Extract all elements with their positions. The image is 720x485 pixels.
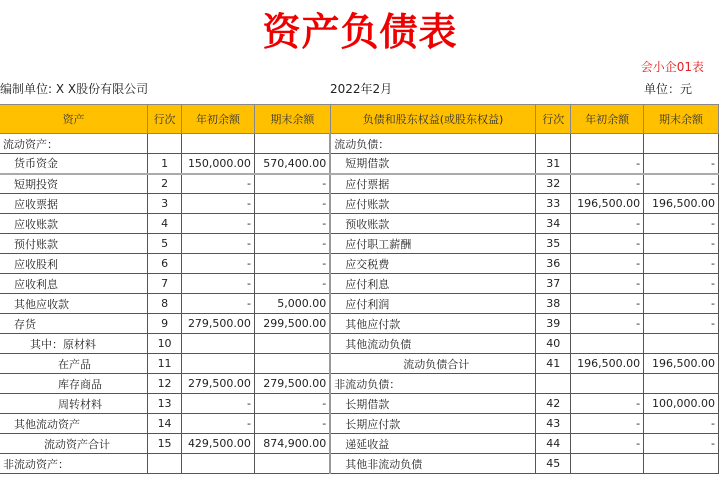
asset-end-balance: -	[254, 414, 330, 434]
asset-line-no	[148, 134, 182, 154]
asset-begin-balance: -	[182, 214, 255, 234]
liability-line-no: 33	[536, 194, 571, 214]
asset-end-balance: 5,000.00	[254, 294, 330, 314]
asset-end-balance: -	[254, 174, 330, 194]
asset-name: 其中：原材料	[0, 334, 148, 354]
liability-end-balance: -	[644, 414, 719, 434]
table-row	[0, 154, 719, 174]
liability-end-balance: 100,000.00	[644, 394, 719, 414]
liability-end-balance: -	[644, 234, 719, 254]
asset-end-balance: -	[254, 234, 330, 254]
asset-name: 其他应收款	[0, 294, 148, 314]
asset-begin-balance: 279,500.00	[182, 374, 255, 394]
asset-end-balance: 279,500.00	[254, 374, 330, 394]
asset-end-balance	[254, 134, 330, 154]
liability-name: 预收账款	[330, 214, 536, 234]
asset-begin-balance	[182, 354, 255, 374]
liability-line-no: 45	[536, 454, 571, 474]
liability-line-no: 34	[536, 214, 571, 234]
asset-name: 其他流动资产	[0, 414, 148, 434]
report-meta	[0, 80, 720, 98]
asset-begin-balance: -	[182, 174, 255, 194]
asset-begin-balance: 150,000.00	[182, 154, 255, 174]
table-row	[0, 194, 719, 214]
header-line-no: 行次	[148, 105, 182, 134]
liability-begin-balance: -	[571, 174, 644, 194]
asset-begin-balance: -	[182, 394, 255, 414]
liability-line-no: 32	[536, 174, 571, 194]
asset-end-balance: -	[254, 274, 330, 294]
asset-line-no: 15	[148, 434, 182, 454]
liability-end-balance	[644, 334, 719, 354]
liability-begin-balance: -	[571, 294, 644, 314]
liability-line-no	[536, 374, 571, 394]
asset-name: 非流动资产：	[0, 454, 148, 474]
asset-line-no: 2	[148, 174, 182, 194]
liability-begin-balance: -	[571, 234, 644, 254]
table-row	[0, 434, 719, 454]
liability-name: 应付职工薪酬	[330, 234, 536, 254]
table-row	[0, 254, 719, 274]
liability-begin-balance: -	[571, 414, 644, 434]
liability-line-no: 38	[536, 294, 571, 314]
asset-begin-balance: -	[182, 294, 255, 314]
liability-name: 其他应付款	[330, 314, 536, 334]
liability-name: 应付账款	[330, 194, 536, 214]
asset-name: 应收利息	[0, 274, 148, 294]
asset-name: 周转材料	[0, 394, 148, 414]
liability-begin-balance	[571, 334, 644, 354]
header-end-balance: 期末余额	[254, 105, 330, 134]
liability-end-balance: -	[644, 314, 719, 334]
report-title: 资产负债表	[262, 10, 458, 54]
liability-name: 应付利润	[330, 294, 536, 314]
asset-line-no: 4	[148, 214, 182, 234]
table-row	[0, 314, 719, 334]
asset-name: 流动资产：	[0, 134, 148, 154]
liability-end-balance	[644, 134, 719, 154]
asset-name: 存货	[0, 314, 148, 334]
liability-line-no: 37	[536, 274, 571, 294]
header-end-balance: 期末余额	[644, 105, 719, 134]
liability-name: 长期应付款	[330, 414, 536, 434]
liability-line-no	[536, 134, 571, 154]
asset-begin-balance	[182, 134, 255, 154]
liability-line-no: 31	[536, 154, 571, 174]
asset-line-no: 7	[148, 274, 182, 294]
liability-begin-balance: -	[571, 214, 644, 234]
liability-name: 流动负债：	[330, 134, 536, 154]
liability-end-balance	[644, 374, 719, 394]
asset-end-balance	[254, 354, 330, 374]
liability-line-no: 35	[536, 234, 571, 254]
table-row	[0, 174, 719, 194]
asset-begin-balance: -	[182, 234, 255, 254]
asset-end-balance: -	[254, 194, 330, 214]
liability-end-balance: -	[644, 274, 719, 294]
asset-end-balance	[254, 454, 330, 474]
asset-begin-balance: -	[182, 254, 255, 274]
liability-end-balance: 196,500.00	[644, 354, 719, 374]
asset-name: 流动资产合计	[0, 434, 148, 454]
asset-line-no: 5	[148, 234, 182, 254]
liability-line-no: 42	[536, 394, 571, 414]
currency-unit: 单位：元	[643, 82, 692, 96]
table-row	[0, 294, 719, 314]
table-row	[0, 134, 719, 154]
asset-line-no: 8	[148, 294, 182, 314]
liability-end-balance: -	[644, 154, 719, 174]
asset-line-no	[148, 454, 182, 474]
liability-end-balance	[644, 454, 719, 474]
asset-end-balance: 570,400.00	[254, 154, 330, 174]
liability-begin-balance: 196,500.00	[571, 194, 644, 214]
asset-line-no: 14	[148, 414, 182, 434]
liability-name: 非流动负债：	[330, 374, 536, 394]
reporting-entity: 编制单位: X X股份有限公司	[0, 82, 149, 96]
table-row	[0, 234, 719, 254]
asset-end-balance: -	[254, 394, 330, 414]
liability-name: 其他非流动负债	[330, 454, 536, 474]
asset-line-no: 1	[148, 154, 182, 174]
asset-line-no: 6	[148, 254, 182, 274]
liability-name: 其他流动负债	[330, 334, 536, 354]
asset-name: 短期投资	[0, 174, 148, 194]
liability-line-no: 43	[536, 414, 571, 434]
header-line-no: 行次	[536, 105, 571, 134]
liability-begin-balance: 196,500.00	[571, 354, 644, 374]
liability-end-balance: 196,500.00	[644, 194, 719, 214]
asset-name: 在产品	[0, 354, 148, 374]
asset-name: 货币资金	[0, 154, 148, 174]
header-begin-balance: 年初余额	[182, 105, 255, 134]
liability-begin-balance	[571, 374, 644, 394]
table-row	[0, 374, 719, 394]
asset-end-balance: -	[254, 254, 330, 274]
asset-end-balance	[254, 334, 330, 354]
liability-name: 短期借款	[330, 154, 536, 174]
header-assets: 资产	[0, 105, 148, 134]
form-code: 会小企01表	[640, 60, 704, 74]
table-row	[0, 454, 719, 474]
liability-name: 递延收益	[330, 434, 536, 454]
asset-end-balance: -	[254, 214, 330, 234]
asset-end-balance: 299,500.00	[254, 314, 330, 334]
table-row	[0, 394, 719, 414]
table-row	[0, 274, 719, 294]
liability-line-no: 36	[536, 254, 571, 274]
liability-begin-balance: -	[571, 314, 644, 334]
liability-end-balance: -	[644, 434, 719, 454]
liability-name: 应交税费	[330, 254, 536, 274]
asset-end-balance: 874,900.00	[254, 434, 330, 454]
liability-begin-balance: -	[571, 254, 644, 274]
asset-name: 预付账款	[0, 234, 148, 254]
liability-line-no: 41	[536, 354, 571, 374]
asset-begin-balance: -	[182, 274, 255, 294]
asset-line-no: 10	[148, 334, 182, 354]
liability-name: 应付利息	[330, 274, 536, 294]
table-header-row	[0, 105, 719, 134]
asset-line-no: 13	[148, 394, 182, 414]
table-row	[0, 354, 719, 374]
liability-line-no: 44	[536, 434, 571, 454]
asset-line-no: 12	[148, 374, 182, 394]
asset-name: 应收账款	[0, 214, 148, 234]
asset-begin-balance: -	[182, 414, 255, 434]
asset-begin-balance	[182, 454, 255, 474]
asset-name: 应收票据	[0, 194, 148, 214]
asset-line-no: 11	[148, 354, 182, 374]
liability-begin-balance: -	[571, 274, 644, 294]
liability-end-balance: -	[644, 174, 719, 194]
asset-name: 库存商品	[0, 374, 148, 394]
asset-begin-balance: 279,500.00	[182, 314, 255, 334]
asset-begin-balance	[182, 334, 255, 354]
table-row	[0, 334, 719, 354]
liability-begin-balance: -	[571, 154, 644, 174]
header-liabilities-equity: 负债和股东权益(或股东权益)	[330, 105, 536, 134]
table-row	[0, 214, 719, 234]
liability-begin-balance	[571, 134, 644, 154]
asset-name: 应收股利	[0, 254, 148, 274]
asset-begin-balance: 429,500.00	[182, 434, 255, 454]
asset-line-no: 9	[148, 314, 182, 334]
header-begin-balance: 年初余额	[571, 105, 644, 134]
liability-begin-balance: -	[571, 394, 644, 414]
liability-begin-balance: -	[571, 434, 644, 454]
liability-name: 应付票据	[330, 174, 536, 194]
liability-line-no: 39	[536, 314, 571, 334]
balance-sheet-table	[0, 104, 719, 474]
liability-begin-balance	[571, 454, 644, 474]
table-row	[0, 414, 719, 434]
liability-end-balance: -	[644, 214, 719, 234]
asset-begin-balance: -	[182, 194, 255, 214]
liability-name: 长期借款	[330, 394, 536, 414]
liability-end-balance: -	[644, 254, 719, 274]
liability-end-balance: -	[644, 294, 719, 314]
asset-line-no: 3	[148, 194, 182, 214]
liability-line-no: 40	[536, 334, 571, 354]
liability-name: 流动负债合计	[330, 354, 536, 374]
report-period: 2022年2月	[330, 82, 393, 96]
